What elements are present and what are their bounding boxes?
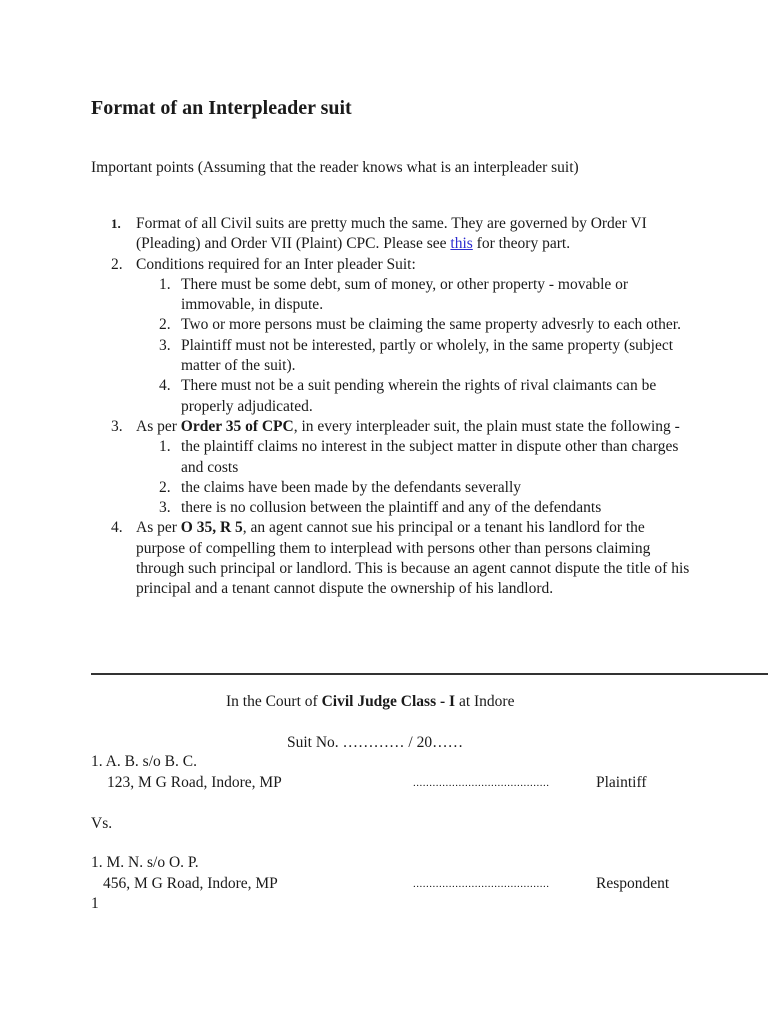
respondent-role: Respondent <box>596 875 670 892</box>
point-4 <box>91 518 691 599</box>
point-number: 1. <box>111 216 121 231</box>
point-3 <box>91 417 691 518</box>
versus-label: Vs. <box>91 815 113 832</box>
plaintiff-name: 1. A. B. s/o B. C. <box>91 753 197 770</box>
sub-text: the claims have been made by the defendants severally <box>181 478 522 496</box>
respondent-name: 1. M. N. s/o O. P. <box>91 854 199 871</box>
point-text: Format of all Civil suits are pretty much the same. They are governed by Order VI (Pleading) and Order VII (Plaint) CPC. Please see <box>136 215 647 253</box>
respondent-address: 456, M G Road, Indore, MP <box>103 875 278 892</box>
point-text: for theory part. <box>472 235 571 253</box>
sub-text: Plaintiff must not be interested, partly or wholely, in the same property (subject matter of the suit). <box>181 336 674 375</box>
sub-number: 3. <box>159 336 171 354</box>
list-item <box>136 437 691 478</box>
court-suffix: at Indore <box>455 693 515 710</box>
section-divider <box>91 673 768 675</box>
list-item <box>136 315 691 335</box>
intro-text: Important points (Assuming that the reader knows what is an interpleader suit) <box>91 159 579 176</box>
list-item <box>136 275 691 316</box>
order-reference: Order 35 of CPC <box>180 417 294 435</box>
page-number: 1 <box>91 895 99 912</box>
point-number: 4. <box>111 519 123 537</box>
sub-number: 1. <box>159 438 171 456</box>
point-number: 2. <box>111 255 123 273</box>
document-title: Format of an Interpleader suit <box>91 97 352 119</box>
point-text: As per <box>136 417 181 435</box>
theory-link[interactable]: this <box>450 235 473 253</box>
sub-number: 1. <box>159 275 171 293</box>
suit-number: Suit No. ………… / 20…… <box>287 734 464 751</box>
point-number: 3. <box>111 417 123 435</box>
list-item <box>136 376 691 417</box>
court-name: Civil Judge Class - I <box>321 693 456 710</box>
sub-number: 2. <box>159 478 171 496</box>
sub-text: the plaintiff claims no interest in the subject matter in dispute other than charges and costs <box>181 438 679 476</box>
court-heading <box>226 692 514 712</box>
court-prefix: In the Court of <box>226 693 322 710</box>
point-2 <box>91 255 691 417</box>
sub-number: 3. <box>159 499 171 517</box>
list-item <box>136 498 691 518</box>
respondent-dots: .......................................... <box>413 878 550 890</box>
point-1 <box>91 214 691 255</box>
important-points-list <box>91 214 691 600</box>
plaintiff-dots: .......................................... <box>413 777 550 789</box>
rule-reference: O 35, R 5 <box>180 519 243 537</box>
list-item <box>136 336 691 377</box>
sub-text: there is no collusion between the plaintiff and any of the defendants <box>181 499 602 517</box>
plaintiff-address: 123, M G Road, Indore, MP <box>107 774 282 791</box>
sub-text: There must be some debt, sum of money, or other property - movable or immovable, in dispute. <box>181 275 629 314</box>
sub-text: There must not be a suit pending wherein the rights of rival claimants can be properly adjudicated. <box>181 377 657 415</box>
conditions-list <box>136 275 691 417</box>
sub-number: 2. <box>159 316 171 334</box>
plaintiff-role: Plaintiff <box>596 774 647 791</box>
point-text: Conditions required for an Inter pleader Suit: <box>136 255 416 273</box>
sub-text: Two or more persons must be claiming the same property advesrly to each other. <box>181 316 681 334</box>
point-text: , in every interpleader suit, the plain must state the following - <box>293 417 680 435</box>
point-text: , an agent cannot sue his principal or a tenant his landlord for the purpose of compelling them to interplead with persons other than persons claiming through such principal or landlord. This is because an agent cannot dispute the title of his principal and a tenant cannot dispute the ownership of his landlord. <box>136 519 690 598</box>
sub-number: 4. <box>159 377 171 395</box>
point-text: As per <box>136 519 181 537</box>
plaint-statements-list <box>136 437 691 518</box>
list-item <box>136 478 691 498</box>
